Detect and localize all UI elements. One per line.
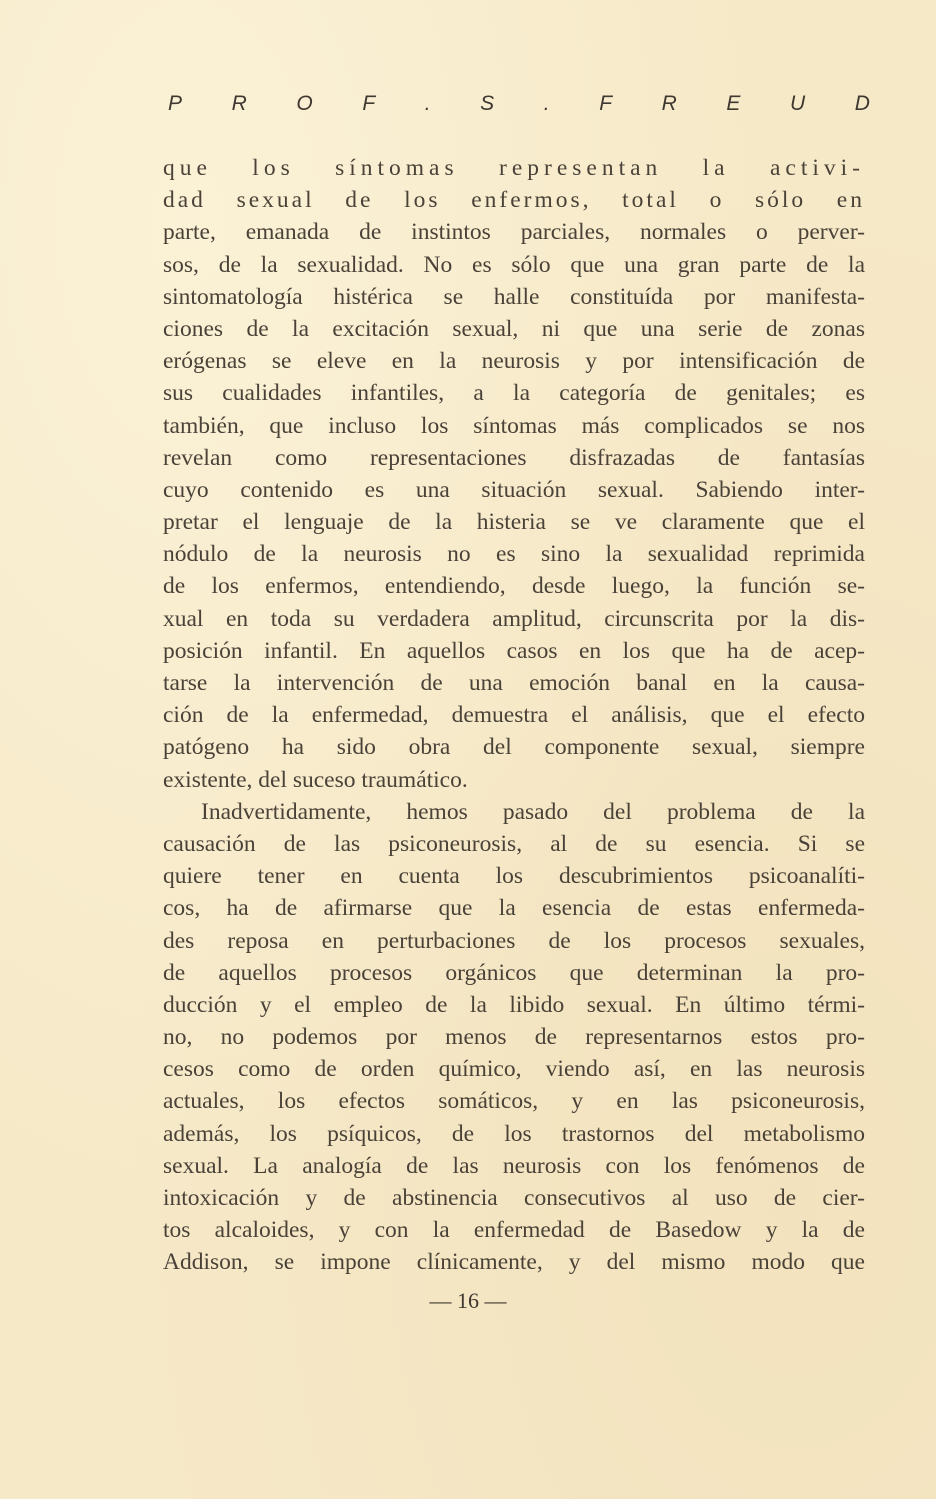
text-line: de los enfermos, entendiendo, desde luego, la función se- [163,573,865,600]
text-line: cuyo contenido es una situación sexual. Sabiendo inter- [163,476,865,503]
text-line: erógenas se eleve en la neurosis y por intensificación de [163,348,865,375]
running-head-letter: . [543,92,550,115]
text-line: no, no podemos por menos de representarnos estos pro- [163,1024,865,1051]
text-line: quiere tener en cuenta los descubrimientos psicoanalíti- [163,863,865,890]
text-line: causación de las psiconeurosis, al de su esencia. Si se [163,830,865,857]
text-line: de aquellos procesos orgánicos que determinan la pro- [163,959,865,986]
text-line: patógeno ha sido obra del componente sexual, siempre [163,734,865,761]
text-line: además, los psíquicos, de los trastornos del metabolismo [163,1120,865,1147]
text-line: tarse la intervención de una emoción banal en la causa- [163,670,865,696]
running-head-letter: P [168,92,183,115]
text-line: parte, emanada de instintos parciales, normales o perver- [163,219,865,246]
running-head-letter: E [726,92,741,115]
text-line: sexual. La analogía de las neurosis con los fenómenos de [163,1152,865,1179]
text-line: dad sexual de los enfermos, total o sólo en [163,187,865,214]
text-line: actuales, los efectos somáticos, y en las psiconeurosis, [163,1088,865,1115]
text-line: revelan como representaciones disfrazadas de fantasías [163,444,865,471]
text-line: ción de la enfermedad, demuestra el análisis, que el efecto [163,702,865,729]
running-head-letter: D [854,92,870,115]
text-line: ducción y el empleo de la libido sexual. En último térmi- [163,991,865,1018]
text-line: posición infantil. En aquellos casos en los que ha de acep- [163,637,865,664]
text-line: nódulo de la neurosis no es sino la sexualidad reprimida [163,541,865,568]
running-head-letter: U [790,92,806,115]
running-head-letter: R [661,92,677,115]
running-head-letter: F [362,92,376,115]
text-line: ciones de la excitación sexual, ni que una serie de zonas [163,315,865,342]
text-line: des reposa en perturbaciones de los procesos sexuales, [163,927,865,954]
text-line: cos, ha de afirmarse que la esencia de estas enfermeda- [163,895,865,922]
body-text [163,152,865,1279]
text-line: pretar el lenguaje de la histeria se ve claramente que el [163,509,865,536]
text-line: existente, del suceso traumático. [163,766,468,793]
running-head-letter: S [480,92,495,115]
text-line: Addison, se impone clínicamente, y del mismo modo que [163,1249,865,1276]
text-line: tos alcaloides, y con la enfermedad de Basedow y la de [163,1217,865,1244]
text-line: Inadvertidamente, hemos pasado del problema de la [201,798,865,825]
text-line: sintomatología histérica se halle constituída por manifesta- [163,283,865,310]
running-head-letter: F [599,92,613,115]
running-head-letter: . [424,92,431,115]
text-line: sus cualidades infantiles, a la categoría de genitales; es [163,380,865,407]
text-line: xual en toda su verdadera amplitud, circunscrita por la dis- [163,605,865,632]
text-line: también, que incluso los síntomas más complicados se nos [163,412,865,439]
running-head [168,92,870,116]
running-head-letter: O [296,92,313,115]
text-line: que los síntomas representan la activi- [163,155,865,181]
text-line: sos, de la sexualidad. No es sólo que una gran parte de la [163,251,865,278]
text-line: intoxicación y de abstinencia consecutivos al uso de cier- [163,1185,865,1211]
text-line: cesos como de orden químico, viendo así, en las neurosis [163,1056,865,1083]
page-number: — 16 — [429,1288,507,1313]
running-head-letter: R [231,92,247,115]
